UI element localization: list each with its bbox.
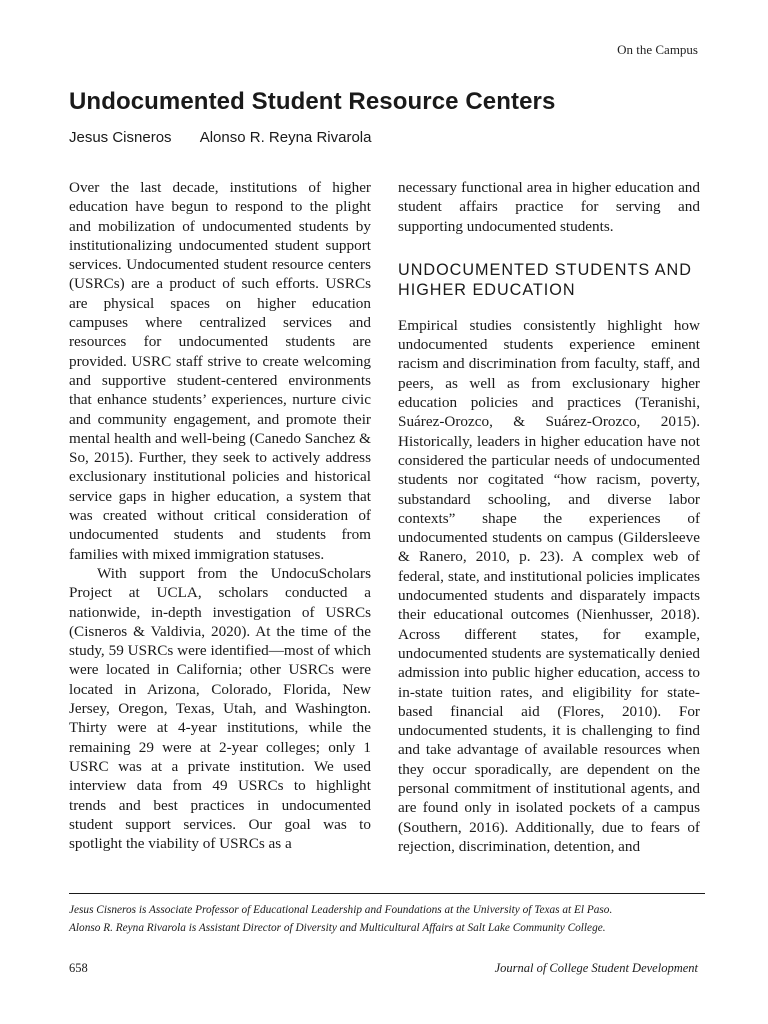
body-paragraph: Over the last decade, institutions of higher education have begun to respond to the plight and mobilization of undocumented students by institutionalizing undocumented student support services. Undocumented student resource centers (USRCs) are a product of such efforts. USRCs are physical spaces on higher education campuses where centralized services and resources for undocumented students are provided. USRC staff strive to create welcoming and supportive student-centered environments that enhance students’ experiences, nurture civic and community engagement, and promote their mental health and well-being (Canedo Sanchez & So, 2015). Further, they seek to actively address exclusionary institutional policies and historical service gaps in higher education, a system that was created without critical consideration of undocumented students and students from families with mixed immigration statuses. — [69, 179, 371, 563]
right-column — [398, 178, 700, 856]
article-title: Undocumented Student Resource Centers — [69, 88, 556, 115]
author-list — [69, 129, 371, 146]
author-footnotes — [69, 901, 719, 937]
footnote-divider — [69, 893, 705, 894]
footnote: Alonso R. Reyna Rivarola is Assistant Director of Diversity and Multicultural Affairs at Salt Lake Community College. — [69, 922, 606, 934]
body-paragraph: necessary functional area in higher education and student affairs practice for serving and supporting undocumented students. — [398, 179, 700, 235]
running-head: On the Campus — [617, 42, 698, 57]
left-column — [69, 178, 371, 853]
body-paragraph: With support from the UndocuScholars Project at UCLA, scholars conducted a nationwide, in-depth investigation of USRCs (Cisneros & Valdivia, 2020). At the time of the study, 59 USRCs were identified—most of which were located in California; other USRCs were located in Arizona, Colorado, Florida, New Jersey, Oregon, Texas, Utah, and Washington. Thirty were at 4-year institutions, while the remaining 29 were at 2-year colleges; only 1 USRC was at a private institution. We used interview data from 49 USRCs to highlight trends and best practices in undocumented student support services. Our goal was to spotlight the viability of USRCs as a — [69, 564, 371, 853]
page-number: 658 — [69, 961, 88, 975]
body-paragraph: Empirical studies consistently highlight how undocumented students experience eminent racism and discrimination from faculty, staff, and peers, as well as from exclusionary higher education policies and practices (Teranishi, Suárez-Orozco, & Suárez-Orozco, 2015). Historically, leaders in higher education have not considered the particular needs of undocumented students nor cogitated “how racism, poverty, substandard schooling, and diverse labor contexts” shape the experiences of undocumented students on campus (Gildersleeve & Ranero, 2010, p. 23). A complex web of federal, state, and institutional policies implicates undocumented students and disparately impacts their educational outcomes (Nienhusser, 2018). Across different states, for example, undocumented students are systematically denied admission into public higher education, access to in-state tuition rates, and eligibility for state-based financial aid (Flores, 2010). For undocumented students, it is challenging to find and take advantage of available resources when they occur sporadically, are dependent on the personal commitment of institutional agents, and are found only in isolated pockets of a campus (Southern, 2016). Additionally, due to fears of rejection, discrimination, detention, and — [398, 316, 700, 855]
author-name: Jesus Cisneros — [69, 129, 172, 146]
section-heading: UNDOCUMENTED STUDENTS AND HIGHER EDUCATION — [398, 260, 692, 299]
footnote: Jesus Cisneros is Associate Professor of Educational Leadership and Foundations at the University of Texas at El Paso. — [69, 904, 613, 916]
author-name: Alonso R. Reyna Rivarola — [199, 129, 372, 146]
journal-name: Journal of College Student Development — [494, 961, 698, 975]
